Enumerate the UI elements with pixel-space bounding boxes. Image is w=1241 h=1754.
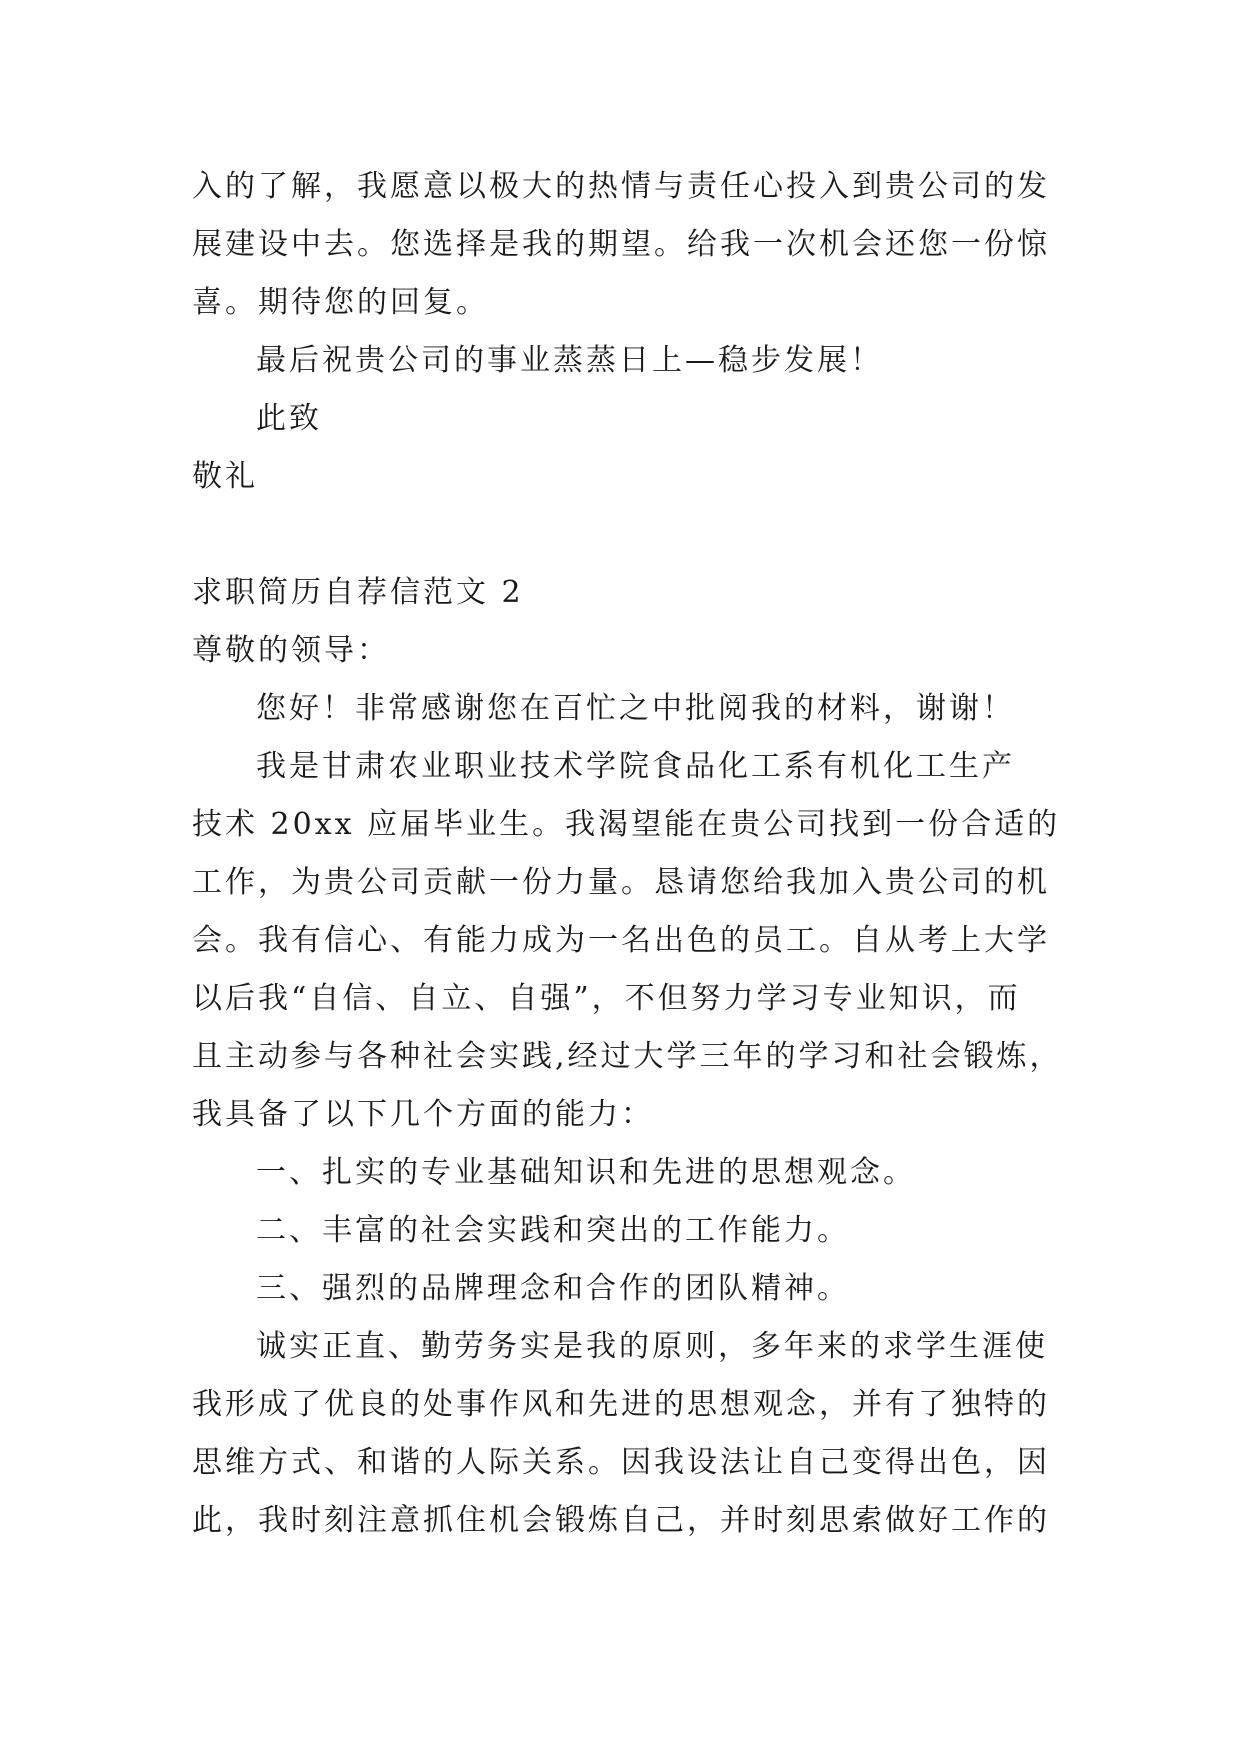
paragraph-line: 会。我有信心、有能力成为一名出色的员工。自从考上大学 bbox=[192, 923, 1050, 958]
paragraph-line: 喜。期待您的回复。 bbox=[192, 285, 489, 320]
paragraph-line: 诚实正直、勤劳务实是我的原则，多年来的求学生涯使 bbox=[256, 1329, 1048, 1364]
paragraph-line: 我是甘肃农业职业技术学院食品化工系有机化工生产 bbox=[256, 749, 1015, 784]
greeting: 您好！非常感谢您在百忙之中批阅我的材料，谢谢！ bbox=[256, 691, 1015, 726]
paragraph-line: 以后我“自信、自立、自强”，不但努力学习专业知识，而 bbox=[192, 981, 1021, 1016]
ability-item: 一、扎实的专业基础知识和先进的思想观念。 bbox=[256, 1155, 916, 1190]
paragraph-line: 思维方式、和谐的人际关系。因我设法让自己变得出色，因 bbox=[192, 1445, 1050, 1480]
paragraph-line: 我形成了优良的处事作风和先进的思想观念，并有了独特的 bbox=[192, 1387, 1050, 1422]
paragraph-line: 展建设中去。您选择是我的期望。给我一次机会还您一份惊 bbox=[192, 227, 1050, 262]
paragraph-line: 工作，为贵公司贡献一份力量。恳请您给我加入贵公司的机 bbox=[192, 865, 1050, 900]
salutation: 尊敬的领导： bbox=[192, 633, 390, 668]
closing-jingli: 敬礼 bbox=[192, 459, 258, 494]
paragraph-line: 我具备了以下几个方面的能力： bbox=[192, 1097, 654, 1132]
paragraph-line: 入的了解，我愿意以极大的热情与责任心投入到贵公司的发 bbox=[192, 169, 1050, 204]
document-page bbox=[192, 158, 1063, 1550]
ability-item: 二、丰富的社会实践和突出的工作能力。 bbox=[256, 1213, 850, 1248]
ability-item: 三、强烈的品牌理念和合作的团队精神。 bbox=[256, 1271, 850, 1306]
paragraph-line: 此，我时刻注意抓住机会锻炼自己，并时刻思索做好工作的 bbox=[192, 1503, 1050, 1538]
paragraph-line: 且主动参与各种社会实践,经过大学三年的学习和社会锻炼， bbox=[192, 1039, 1063, 1074]
paragraph-line: 技术 20xx 应届毕业生。我渴望能在贵公司找到一份合适的 bbox=[192, 807, 1061, 842]
closing-wish: 最后祝贵公司的事业蒸蒸日上—稳步发展！ bbox=[256, 343, 883, 378]
section-title: 求职简历自荐信范文 2 bbox=[192, 575, 524, 610]
spacer bbox=[192, 506, 1052, 564]
closing-cizhi: 此致 bbox=[256, 401, 322, 436]
